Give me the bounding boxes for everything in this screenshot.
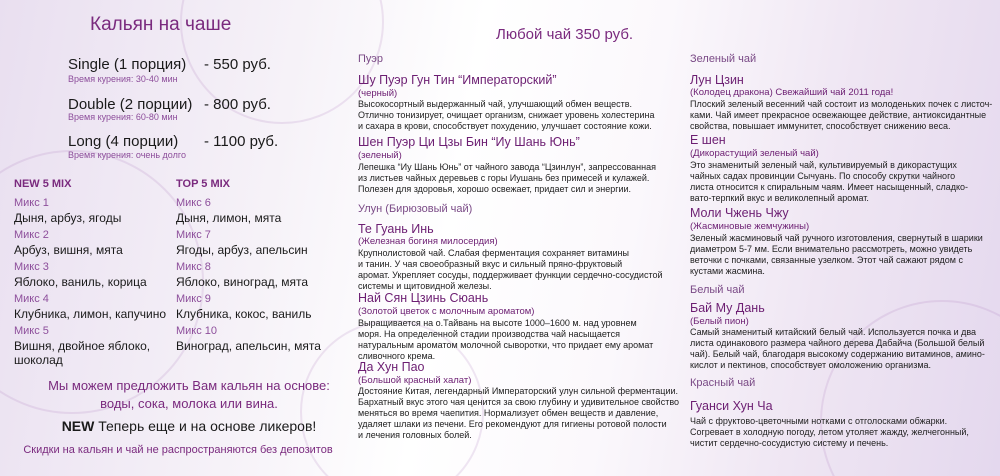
tea-subtitle: (черный) bbox=[358, 88, 398, 99]
tea-desc: Достояние Китая, легендарный Императорский улун сильной ферментации. bbox=[358, 386, 679, 396]
tea-desc: сливочного крема. bbox=[358, 351, 436, 361]
tea-desc: Зеленый жасминовый чай ручного изготовления, свернутый в шарики bbox=[690, 233, 983, 243]
price-long-name: Long (4 порции) bbox=[68, 133, 179, 150]
tea-desc: свойства, повышает иммунитет, способствует снижению веса. bbox=[690, 121, 951, 131]
section-puer: Пуэр bbox=[358, 53, 384, 65]
tea-desc: натуральным ароматом молочной сыворотки, что придает ему аромат bbox=[358, 340, 654, 350]
tea-desc: Лепешка “Иу Шань Юнь” от чайного завода “Цзинлун”, запрессованная bbox=[358, 162, 657, 172]
discount-note: Скидки на кальян и чай не распространяются без депозитов bbox=[23, 444, 333, 456]
mix-name: Микс 8 bbox=[176, 261, 211, 273]
tea-name: Е шен bbox=[690, 133, 726, 147]
mix-name: Микс 6 bbox=[176, 197, 211, 209]
top-mix-title: TOP 5 MIX bbox=[176, 178, 231, 190]
tea-name: Те Гуань Инь bbox=[358, 222, 434, 236]
mix-name: Микс 2 bbox=[14, 229, 49, 241]
price-long-value: - 1100 руб. bbox=[204, 133, 279, 150]
tea-subtitle: (зеленый) bbox=[358, 150, 402, 161]
hookah-title: Кальян на чаше bbox=[90, 14, 232, 35]
tea-desc: Высокосортный выдержанный чай, улучшающий обмен веществ. bbox=[358, 99, 633, 109]
price-single-value: - 550 руб. bbox=[204, 56, 271, 73]
mix-desc: шоколад bbox=[14, 353, 63, 367]
tea-desc: Отлично тонизирует, очищает организм, снижает уровень холестерина bbox=[358, 110, 655, 120]
tea-desc: системы и щитовидной железы. bbox=[358, 281, 492, 291]
section-red: Красный чай bbox=[690, 377, 756, 389]
new-mix-title: NEW 5 MIX bbox=[14, 178, 72, 190]
price-double-value: - 800 руб. bbox=[204, 96, 271, 113]
mix-name: Микс 9 bbox=[176, 293, 211, 305]
mix-desc: Яблоко, ваниль, корица bbox=[14, 275, 147, 289]
section-white: Белый чай bbox=[690, 284, 745, 296]
tea-desc: меняться во время чаепития. Нормализует обмен веществ и давление, bbox=[358, 408, 659, 418]
tea-subtitle: (Жасминовые жемчужины) bbox=[690, 221, 810, 232]
tea-desc: кислот и пектинов, способствует омоложению организма. bbox=[690, 360, 932, 370]
mix-name: Микс 10 bbox=[176, 325, 218, 337]
tea-desc: и сахара в крови, способствует похудению, улучшает состояние кожи. bbox=[358, 121, 652, 131]
tea-subtitle: (Дикорастущий зеленый чай) bbox=[690, 148, 819, 159]
tea-desc: вато-терпкий вкус и великолепный аромат. bbox=[690, 193, 869, 203]
tea-desc: Это знаменитый зеленый чай, культивируемый в дикорастущих bbox=[690, 160, 957, 170]
tea-desc: аромат. Укрепляет сосуды, поддерживает функции сердечно-сосудистой bbox=[358, 270, 663, 280]
tea-desc: Плоский зеленый весенний чай состоит из молоденьких почек с листоч- bbox=[690, 99, 993, 109]
tea-desc: чайных садах провинции Сычуань. По способу скрутки чайного bbox=[690, 171, 956, 181]
tea-name: Шу Пуэр Гун Тин “Императорский” bbox=[358, 73, 557, 87]
tea-desc: Полезен для здоровья, хорошо освежает, придает сил и энергии. bbox=[358, 184, 632, 194]
tea-subtitle: (Большой красный халат) bbox=[358, 375, 472, 386]
tea-desc: веточки с почками, связанные узелком. Этот чай сажают рядом с bbox=[690, 255, 963, 265]
tea-name: Лун Цзин bbox=[690, 73, 744, 87]
mix-desc: Вишня, двойное яблоко, bbox=[14, 339, 151, 353]
tea-desc: из листьев чайных деревьев с горы Иушань без примесей и кулажей. bbox=[358, 173, 650, 183]
price-long-time: Время курения: очень долго bbox=[68, 150, 186, 160]
mix-desc: Клубника, лимон, капучино bbox=[14, 307, 167, 321]
tea-subtitle: (Белый пион) bbox=[690, 316, 749, 327]
tea-desc: и лечения головных болей. bbox=[358, 430, 472, 440]
tea-desc: Чай с фруктово-цветочными нотками с отголосками обжарки. bbox=[690, 416, 948, 426]
tea-desc: Крупнолистовой чай. Слабая ферментация сохраняет витамины bbox=[358, 248, 629, 258]
tea-desc: чай). Белый чай, благодаря высокому содержанию витаминов, амино- bbox=[690, 349, 985, 359]
price-double-name: Double (2 порции) bbox=[68, 96, 193, 113]
tea-desc: Бархатный вкус этого чая ценится за свою глубину и удивительное свойство bbox=[358, 397, 680, 407]
section-green: Зеленый чай bbox=[690, 53, 757, 65]
tea-desc: Согревает в холодную погоду, летом утоляет жажду, желчегонный, bbox=[690, 427, 969, 437]
mix-name: Микс 3 bbox=[14, 261, 49, 273]
mix-desc: Ягоды, арбуз, апельсин bbox=[176, 243, 308, 257]
tea-desc: листа одинакового размера чайного дерева Дабайча (Большой белый bbox=[690, 338, 985, 348]
tea-subtitle: (Золотой цветок с молочным ароматом) bbox=[358, 306, 535, 317]
mix-name: Микс 4 bbox=[14, 293, 49, 305]
tea-desc: удаляет шлаки из печени. Его рекомендуют для гигиены ротовой полости bbox=[358, 419, 667, 429]
section-ulun: Улун (Бирюзовый чай) bbox=[358, 203, 473, 215]
new-liqueur-line bbox=[24, 418, 354, 434]
tea-desc: листа относится к спиральным чаям. Имеет насыщенный, сладко- bbox=[690, 182, 969, 192]
tea-name: Гуанси Хун Ча bbox=[690, 399, 773, 413]
mix-name: Микс 7 bbox=[176, 229, 211, 241]
mix-desc: Арбуз, вишня, мята bbox=[14, 243, 123, 257]
mix-name: Микс 5 bbox=[14, 325, 49, 337]
tea-subtitle: (Колодец дракона) Свежайший чай 2011 года! bbox=[690, 87, 894, 98]
tea-desc: диаметром 5-7 мм. Если внимательно рассмотреть, можно увидеть bbox=[690, 244, 973, 254]
price-single-name: Single (1 порция) bbox=[68, 56, 187, 73]
tea-name: Шен Пуэр Ци Цзы Бин “Иу Шань Юнь” bbox=[358, 135, 580, 149]
price-single-time: Время курения: 30-40 мин bbox=[68, 74, 178, 84]
tea-name: Бай Му Дань bbox=[690, 301, 765, 315]
tea-desc: и танин. У чая своеобразный вкус и сильный пряно-фруктовый bbox=[358, 259, 623, 269]
offer-line-1: Мы можем предложить Вам кальян на основе: bbox=[48, 378, 330, 393]
mix-desc: Яблоко, виноград, мята bbox=[176, 275, 309, 289]
tea-desc: моря. На определенной стадии производства чай насыщается bbox=[358, 329, 620, 339]
tea-name: Най Сян Цзинь Сюань bbox=[358, 291, 489, 305]
tea-desc: кустами жасмина. bbox=[690, 266, 765, 276]
offer-line-2: воды, сока, молока или вина. bbox=[100, 396, 278, 411]
tea-price-header: Любой чай 350 руб. bbox=[496, 26, 634, 43]
tea-desc: чистит сердечно-сосудистую систему и печень. bbox=[690, 438, 889, 448]
new-liqueur-text: Теперь еще и на основе ликеров! bbox=[94, 418, 317, 434]
mix-desc: Клубника, кокос, ваниль bbox=[176, 307, 312, 321]
tea-name: Да Хун Пао bbox=[358, 360, 425, 374]
tea-subtitle: (Железная богиня милосердия) bbox=[358, 236, 498, 247]
mix-desc: Дыня, арбуз, ягоды bbox=[14, 211, 122, 225]
mix-desc: Виноград, апельсин, мята bbox=[176, 339, 321, 353]
tea-name: Моли Чжень Чжу bbox=[690, 206, 789, 220]
tea-desc: Самый знаменитый китайский белый чай. Используется почка и два bbox=[690, 327, 977, 337]
price-double-time: Время курения: 60-80 мин bbox=[68, 112, 178, 122]
tea-desc: Выращивается на о.Тайвань на высоте 1000–1600 м. над уровнем bbox=[358, 318, 637, 328]
mix-desc: Дыня, лимон, мята bbox=[176, 211, 282, 225]
tea-desc: ками. Чай имеет прекрасное освежающее действие, антиоксидантные bbox=[690, 110, 987, 120]
mix-name: Микс 1 bbox=[14, 197, 49, 209]
new-word: NEW bbox=[61, 418, 95, 434]
